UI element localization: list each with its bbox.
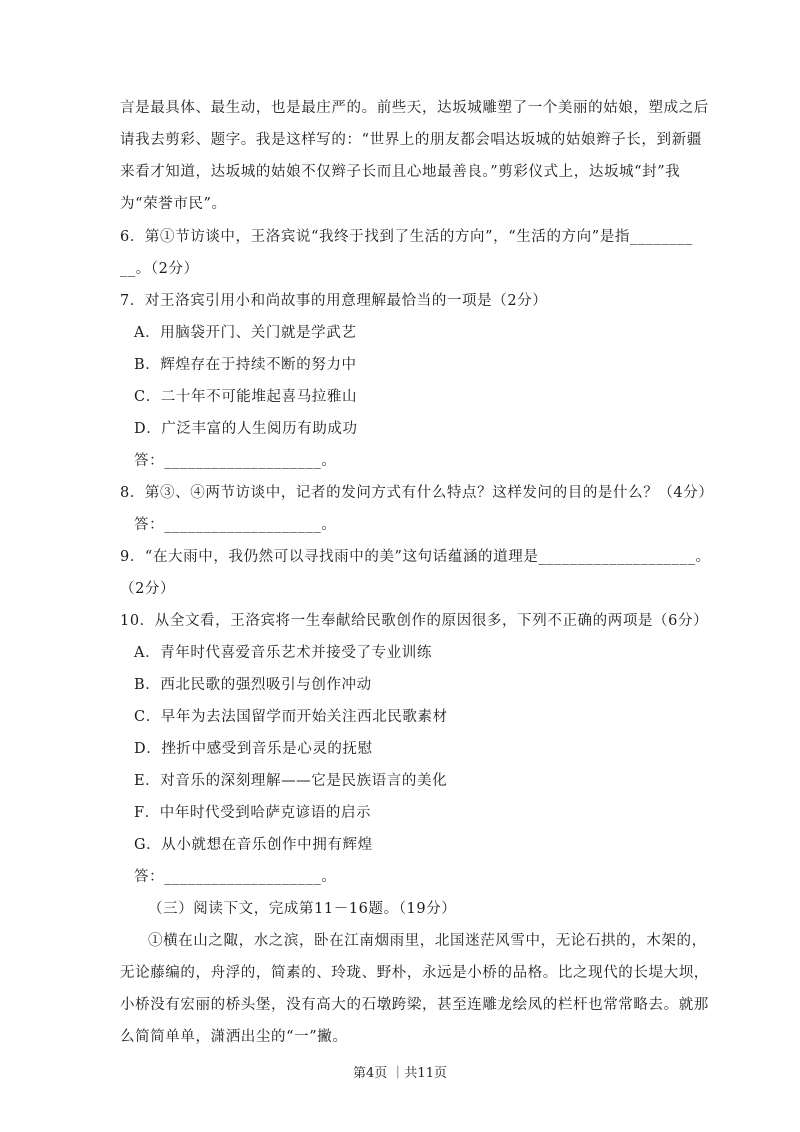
passage-line: 言是最具体、最生动，也是最庄严的。前些天，达坂城雕塑了一个美丽的姑娘，塑成之后 (120, 100, 709, 116)
question-9-cont: （2分） (120, 581, 176, 597)
page-footer: 第4页 ｜共11页 (353, 1066, 447, 1081)
passage-line: 么简简单单，潇洒出尘的“一”撇。 (120, 1029, 348, 1045)
option-b: B．辉煌存在于持续不断的努力中 (134, 357, 357, 373)
answer-blank: 答：____________________。 (134, 453, 337, 469)
question-7: 7．对王洛宾引用小和尚故事的用意理解最恰当的一项是（2分） (120, 293, 548, 309)
question-10: 10．从全文看，王洛宾将一生奉献给民歌创作的原因很多，下列不正确的两项是（6分） (120, 613, 709, 629)
passage-line: 来看才知道，达坂城的姑娘不仅辫子长而且心地最善良。”剪彩仪式上，达坂城“封”我 (120, 164, 681, 180)
question-6: 6．第①节访谈中，王洛宾说“我终于找到了生活的方向”，“生活的方向”是指________ (120, 229, 693, 245)
question-8: 8．第③、④两节访谈中，记者的发问方式有什么特点？这样发问的目的是什么？（4分） (120, 485, 714, 501)
option-g: G．从小就想在音乐创作中拥有辉煌 (134, 837, 373, 853)
option-c: C．二十年不可能堆起喜马拉雅山 (134, 389, 358, 405)
question-6-cont: __。（2分） (120, 261, 199, 277)
passage-line: 小桥没有宏丽的桥头堡，没有高大的石墩跨梁，甚至连雕龙绘凤的栏杆也常常略去。就那 (120, 997, 709, 1013)
option-a: A．用脑袋开门、关门就是学武艺 (134, 325, 357, 341)
passage-line: 请我去剪彩、题字。我是这样写的：“世界上的朋友都会唱达坂城的姑娘辫子长，到新疆 (120, 132, 702, 148)
section-heading: （三）阅读下文，完成第11－16题。（19分） (148, 901, 457, 917)
option-a: A．青年时代喜爱音乐艺术并接受了专业训练 (134, 645, 432, 661)
option-e: E．对音乐的深刻理解——它是民族语言的美化 (134, 773, 448, 789)
question-9: 9．“在大雨中，我仍然可以寻找雨中的美”这句话蕴涵的道理是____________________。 (120, 549, 711, 565)
option-c: C．早年为去法国留学而开始关注西北民歌素材 (134, 709, 448, 725)
option-f: F．中年时代受到哈萨克谚语的启示 (134, 805, 372, 821)
passage-line: 为“荣誉市民”。 (120, 196, 227, 212)
answer-blank: 答：____________________。 (134, 517, 337, 533)
option-d: D．挫折中感受到音乐是心灵的抚慰 (134, 741, 373, 757)
option-d: D．广泛丰富的人生阅历有助成功 (134, 421, 358, 437)
passage-line: 无论藤编的，舟浮的，简素的、玲珑、野朴，永远是小桥的品格。比之现代的长堤大坝， (120, 965, 709, 981)
answer-blank: 答：____________________。 (134, 869, 337, 885)
option-b: B．西北民歌的强烈吸引与创作冲动 (134, 677, 372, 693)
passage-line: ①横在山之陬，水之滨，卧在江南烟雨里，北国迷茫风雪中，无论石拱的，木架的， (148, 933, 707, 949)
